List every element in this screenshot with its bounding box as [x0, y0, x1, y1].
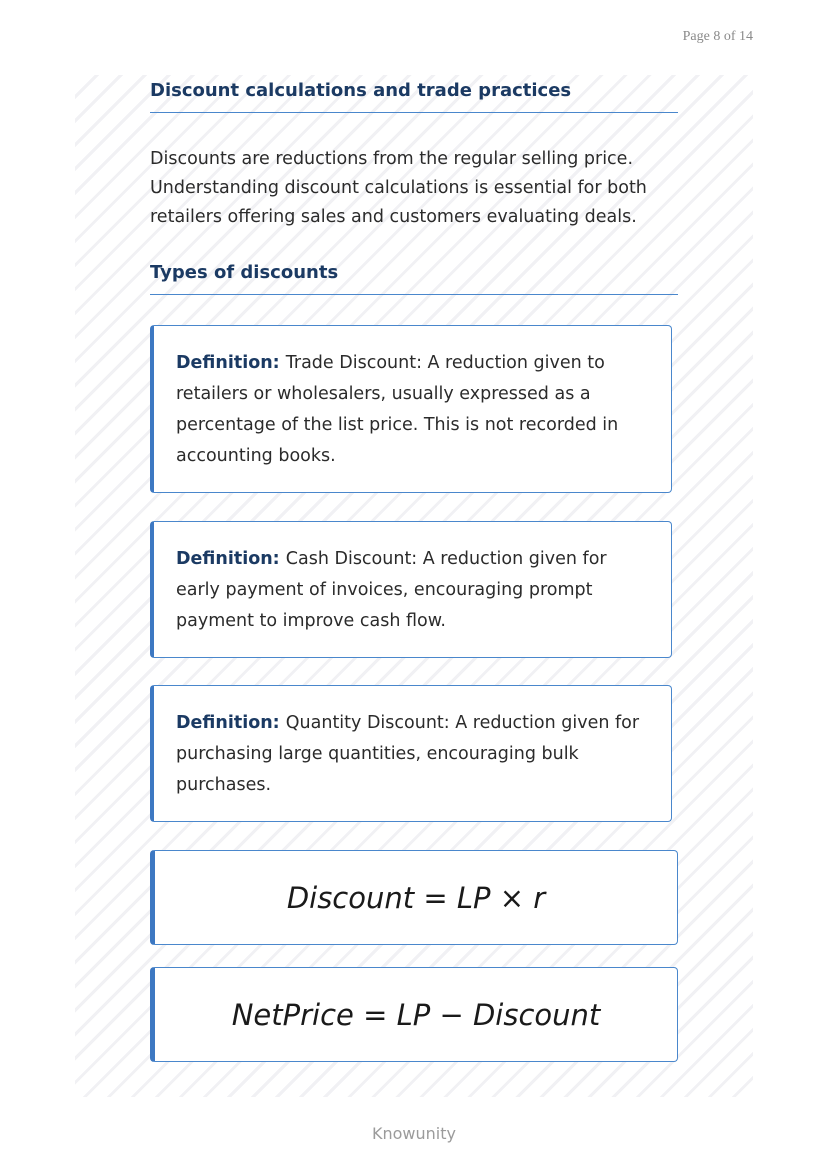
definition-text: Quantity Discount: A reduction given for purchasing large quantities, encouraging bulk purchases. — [176, 713, 640, 795]
definition-box-trade-discount — [150, 325, 672, 493]
page-number: Page 8 of 14 — [682, 29, 753, 44]
definition-text: Cash Discount: A reduction given for early payment of invoices, encouraging prompt payment to improve cash flow. — [176, 549, 607, 631]
definition-label: Definition: — [176, 713, 286, 733]
definition-text: Trade Discount: A reduction given to retailers or wholesalers, usually expressed as a percentage of the list price. This is not recorded in accounting books. — [176, 353, 619, 466]
formula-box-net-price — [150, 967, 678, 1062]
definition-label: Definition: — [176, 549, 286, 569]
formula-box-discount — [150, 850, 678, 945]
section-title: Discount calculations and trade practices — [150, 80, 678, 113]
definition-label: Definition: — [176, 353, 286, 373]
formula-discount: Discount = LP × r — [286, 880, 546, 915]
definition-box-quantity-discount — [150, 685, 672, 822]
footer-brand: Knowunity — [372, 1124, 456, 1143]
formula-net-price: NetPrice = LP − Discount — [231, 997, 601, 1032]
intro-paragraph: Discounts are reductions from the regular selling price. Understanding discount calculations is essential for both retailers offering sales and customers evaluating deals. — [150, 149, 647, 227]
subsection-title: Types of discounts — [150, 262, 678, 295]
definition-box-cash-discount — [150, 521, 672, 658]
document-content — [75, 75, 753, 1097]
